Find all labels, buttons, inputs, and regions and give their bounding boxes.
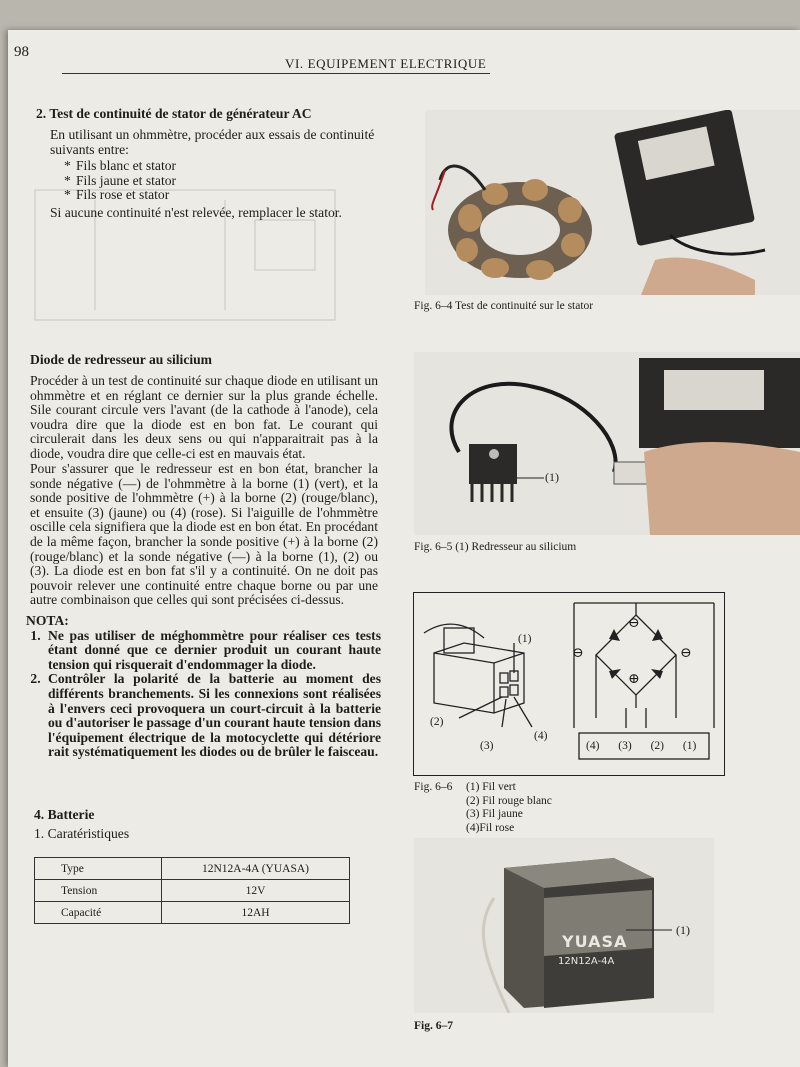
battery-brand-logo: YUASA xyxy=(562,932,628,951)
diode-paragraph-1: Procéder à un test de continuité sur chaque diode en utilisant un ohmmètre et en réglant ce dernier sur la plus grande échelle. Sile courant circule vers l'avant (de la cathode à l'anode), cela voudra dire que la diode est en bon fat. Le courant qui circulerait dans les deux sens ou qui n'apparaitrait pas à la diode, voudra dire que celle-ci est en mauvais état. xyxy=(30,373,378,461)
table-row xyxy=(35,902,350,924)
figure-6-7-photo xyxy=(414,838,714,1013)
callout-2: (2) xyxy=(430,716,444,728)
running-title: VI. EQUIPEMENT ELECTRIQUE xyxy=(285,56,487,71)
minus-sign-top: ⊖ xyxy=(628,616,640,631)
stator-test-illustration xyxy=(425,110,800,295)
callout-3: (3) xyxy=(480,740,494,752)
header-rule xyxy=(62,73,490,74)
nota-item: 2. Contrôler la polarité de la batterie au moment des différents branchements. Si les connexions sont réalisées à l'envers ceci provoquera un court-circuit à la batterie ou d'autoriser le passage d'un courant haute tension dans l'équipement électrique de la motocyclette qui détériore rait systématiquement les diodes ou de brûler le faisceau. xyxy=(44,672,381,760)
list-item: * Fils rose et stator xyxy=(46,188,176,203)
spec-label: Tension xyxy=(35,880,162,902)
nota-title: NOTA: xyxy=(26,613,69,628)
plus-sign-bottom: ⊕ xyxy=(628,672,640,687)
terminal-labels xyxy=(586,740,696,752)
list-item: * Fils blanc et stator xyxy=(46,159,176,174)
terminal-4: (4) xyxy=(586,740,600,752)
nota-item: 1. Ne pas utiliser de méghommètre pour réaliser ces tests étant donné que ce dernier produit un courant haute tension qui risquerait d'endommager la diode. xyxy=(44,629,381,673)
legend-item: (1) Fil vert xyxy=(466,781,516,793)
legend-item: (3) Fil jaune xyxy=(466,808,523,820)
callout-1: (1) xyxy=(518,633,532,645)
spec-value: 12V xyxy=(162,880,350,902)
table-row xyxy=(35,880,350,902)
battery-spec-table xyxy=(34,857,350,924)
figure-6-7-caption: Fig. 6–7 xyxy=(414,1020,453,1032)
legend-item: (4)Fil rose xyxy=(466,821,515,834)
figure-6-6-legend xyxy=(466,781,552,835)
stator-heading: 2. Test de continuité de stator de générateur AC xyxy=(36,106,312,121)
stator-note: Si aucune continuité n'est relevée, remplacer le stator. xyxy=(50,205,342,220)
stator-list xyxy=(46,159,176,203)
stator-intro: En utilisant un ohmmètre, procéder aux essais de continuité suivants entre: xyxy=(50,127,375,157)
legend-item: (2) Fil rouge blanc xyxy=(466,794,552,807)
minus-sign-left: ⊖ xyxy=(572,646,584,661)
figure-6-6-label: Fig. 6–6 xyxy=(414,781,453,793)
table-row xyxy=(35,858,350,880)
terminal-3: (3) xyxy=(618,740,632,752)
diode-heading: Diode de redresseur au silicium xyxy=(30,352,213,367)
spec-label: Capacité xyxy=(35,902,162,924)
callout-4: (4) xyxy=(534,730,548,742)
rectifier-test-illustration xyxy=(414,352,800,535)
figure-6-4-caption: Fig. 6–4 Test de continuité sur le stator xyxy=(414,300,594,312)
figure-6-5-photo xyxy=(414,352,800,535)
spec-value: 12N12A-4A (YUASA) xyxy=(162,858,350,880)
battery-subheading: 1. Caratéristiques xyxy=(34,826,130,841)
page-number: 98 xyxy=(14,44,29,60)
terminal-1: (1) xyxy=(682,740,697,752)
minus-sign-right: ⊖ xyxy=(680,646,692,661)
nota-block xyxy=(26,614,381,760)
battery-model: 12N12A-4A xyxy=(558,956,615,967)
list-item: * Fils jaune et stator xyxy=(46,174,176,189)
spec-label: Type xyxy=(35,858,162,880)
battery-illustration xyxy=(414,838,714,1013)
figure-6-5-caption: Fig. 6–5 (1) Redresseur au silicium xyxy=(414,541,577,553)
diode-paragraph-2: Pour s'assurer que le redresseur est en bon état, brancher la sonde négative (—) de l'ohmmètre à la borne (1) (vert), et la sonde positive de l'ohmmètre (+) à la borne (2) (rouge/blanc), et ensuite (3) (jaune) ou (4) (rose). Si l'aiguille de l'ohmmètre oscille cela signifiera que la diode est en bon état. En procédant de la même façon, brancher la sonde positive (+) à la borne (2) (rouge/blanc) et la sonde négative (—) à la borne (1), (2) ou (3). La diode est en bon fat s'il y a continuité. On ne doit pas pouvoir relever une continuité entre chaque borne ou par une autre combinaison que celles qui sont précisées ci-dessus. xyxy=(30,461,378,608)
battery-heading: 4. Batterie xyxy=(34,807,95,822)
figure-6-6-diagram xyxy=(413,592,725,776)
terminal-2: (2) xyxy=(650,740,665,752)
figure-6-5-callout: (1) xyxy=(545,470,559,484)
figure-6-7-callout: (1) xyxy=(676,923,690,937)
figure-6-4-photo xyxy=(425,110,800,295)
spec-value: 12AH xyxy=(162,902,350,924)
